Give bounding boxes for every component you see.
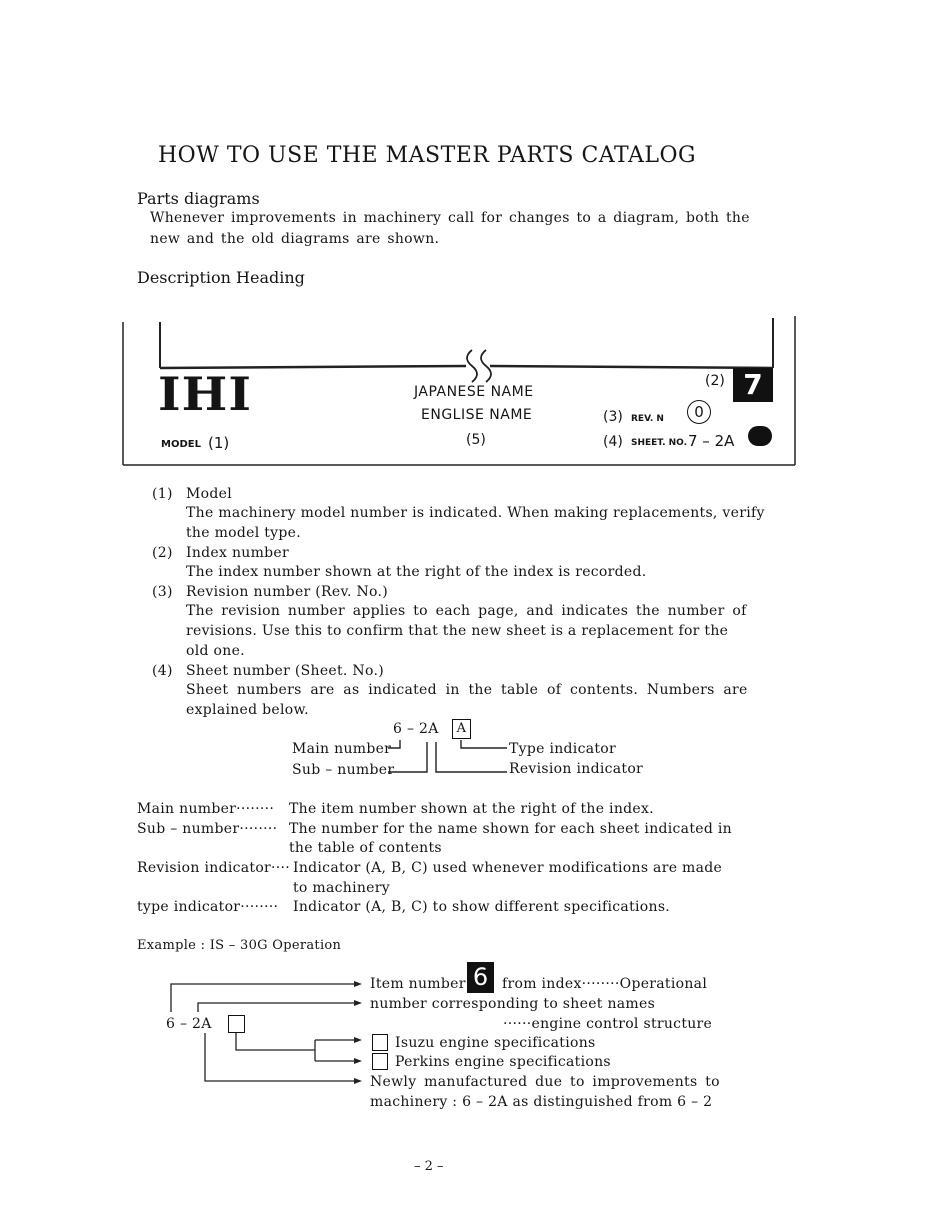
- sheet-ref: (4): [603, 434, 623, 450]
- english-name: ENGLISE NAME: [421, 407, 533, 423]
- example-item-prefix: Item number: [370, 976, 466, 992]
- japanese-name: JAPANESE NAME: [414, 384, 534, 400]
- revision-indicator-label: Revision indicator: [509, 761, 644, 777]
- def-sub-text-line1: The number for the name shown for each sheet indicated in: [289, 821, 732, 837]
- perkins-checkbox: [372, 1053, 388, 1070]
- def-sub-text-line2: the table of contents: [289, 840, 442, 856]
- sub-number-label: Sub – number: [292, 762, 395, 778]
- example-line3: ······engine control structure: [503, 1016, 713, 1032]
- def-type-term: type indicator········: [137, 899, 279, 915]
- page-number: – 2 –: [414, 1159, 444, 1174]
- example-index-box: 6: [467, 962, 494, 993]
- description-heading: Description Heading: [137, 268, 305, 287]
- item-1-text-line1: The machinery model number is indicated. When making replacements, verify: [186, 505, 765, 521]
- parts-diagrams-text-line2: new and the old diagrams are shown.: [150, 231, 440, 247]
- rev-label: REV. N: [631, 414, 664, 424]
- item-4-text-line1: Sheet numbers are as indicated in the table of contents. Numbers are: [186, 682, 748, 698]
- sheet-value: 7 – 2A: [688, 432, 735, 450]
- example-label: Example : IS – 30G Operation: [137, 938, 342, 953]
- isuzu-spec: Isuzu engine specifications: [395, 1035, 596, 1051]
- item-3-text-line1: The revision number applies to each page, and indicates the number of: [186, 603, 747, 619]
- item-1-title: Model: [186, 486, 232, 502]
- index-number-box: 7: [733, 368, 773, 402]
- example-item-suffix: from index········Operational: [502, 976, 708, 992]
- page-title: HOW TO USE THE MASTER PARTS CATALOG: [158, 143, 697, 168]
- item-4-text-line2: explained below.: [186, 702, 309, 718]
- def-type-text: Indicator (A, B, C) to show different specifications.: [293, 899, 671, 915]
- isuzu-checkbox: [372, 1034, 388, 1051]
- item-3-number: (3): [152, 584, 173, 600]
- type-indicator-label: Type indicator: [509, 741, 617, 757]
- name-ref: (5): [466, 432, 486, 448]
- item-3-text-line3: old one.: [186, 643, 245, 659]
- type-letter-box: A: [452, 719, 471, 739]
- def-revision-term: Revision indicator····: [137, 860, 291, 876]
- sheet-code: 6 – 2A: [393, 721, 439, 737]
- item-4-number: (4): [152, 663, 173, 679]
- parts-diagrams-heading: Parts diagrams: [137, 189, 260, 208]
- rev-value-circle: 0: [687, 400, 711, 424]
- item-4-title: Sheet number (Sheet. No.): [186, 663, 384, 679]
- item-2-title: Index number: [186, 545, 289, 561]
- def-revision-text-line1: Indicator (A, B, C) used whenever modifications are made: [293, 860, 723, 876]
- def-main-term: Main number········: [137, 801, 275, 817]
- def-revision-text-line2: to machinery: [293, 880, 390, 896]
- def-main-text: The item number shown at the right of the index.: [289, 801, 654, 817]
- item-1-number: (1): [152, 486, 173, 502]
- example-line2: number corresponding to sheet names: [370, 996, 656, 1012]
- sheet-label: SHEET. NO.: [631, 438, 688, 448]
- example-new-line1: Newly manufactured due to improvements to: [370, 1074, 720, 1090]
- def-sub-term: Sub – number········: [137, 821, 278, 837]
- perkins-spec: Perkins engine specifications: [395, 1054, 611, 1070]
- item-1-text-line2: the model type.: [186, 525, 301, 541]
- example-new-line2: machinery : 6 – 2A as distinguished from 6 – 2: [370, 1094, 713, 1110]
- example-empty-box: [228, 1015, 245, 1033]
- item-2-text-line1: The index number shown at the right of the index is recorded.: [186, 564, 647, 580]
- main-number-label: Main number: [292, 741, 392, 757]
- index-ref: (2): [705, 373, 725, 389]
- model-label: MODEL: [161, 439, 201, 450]
- rev-ref: (3): [603, 409, 623, 425]
- item-3-title: Revision number (Rev. No.): [186, 584, 389, 600]
- item-2-number: (2): [152, 545, 173, 561]
- example-code: 6 – 2A: [166, 1016, 212, 1032]
- ihi-logo: IHI: [158, 367, 252, 421]
- model-ref: (1): [208, 434, 230, 452]
- parts-diagrams-text-line1: Whenever improvements in machinery call for changes to a diagram, both the: [150, 210, 750, 226]
- item-3-text-line2: revisions. Use this to confirm that the new sheet is a replacement for the: [186, 623, 729, 639]
